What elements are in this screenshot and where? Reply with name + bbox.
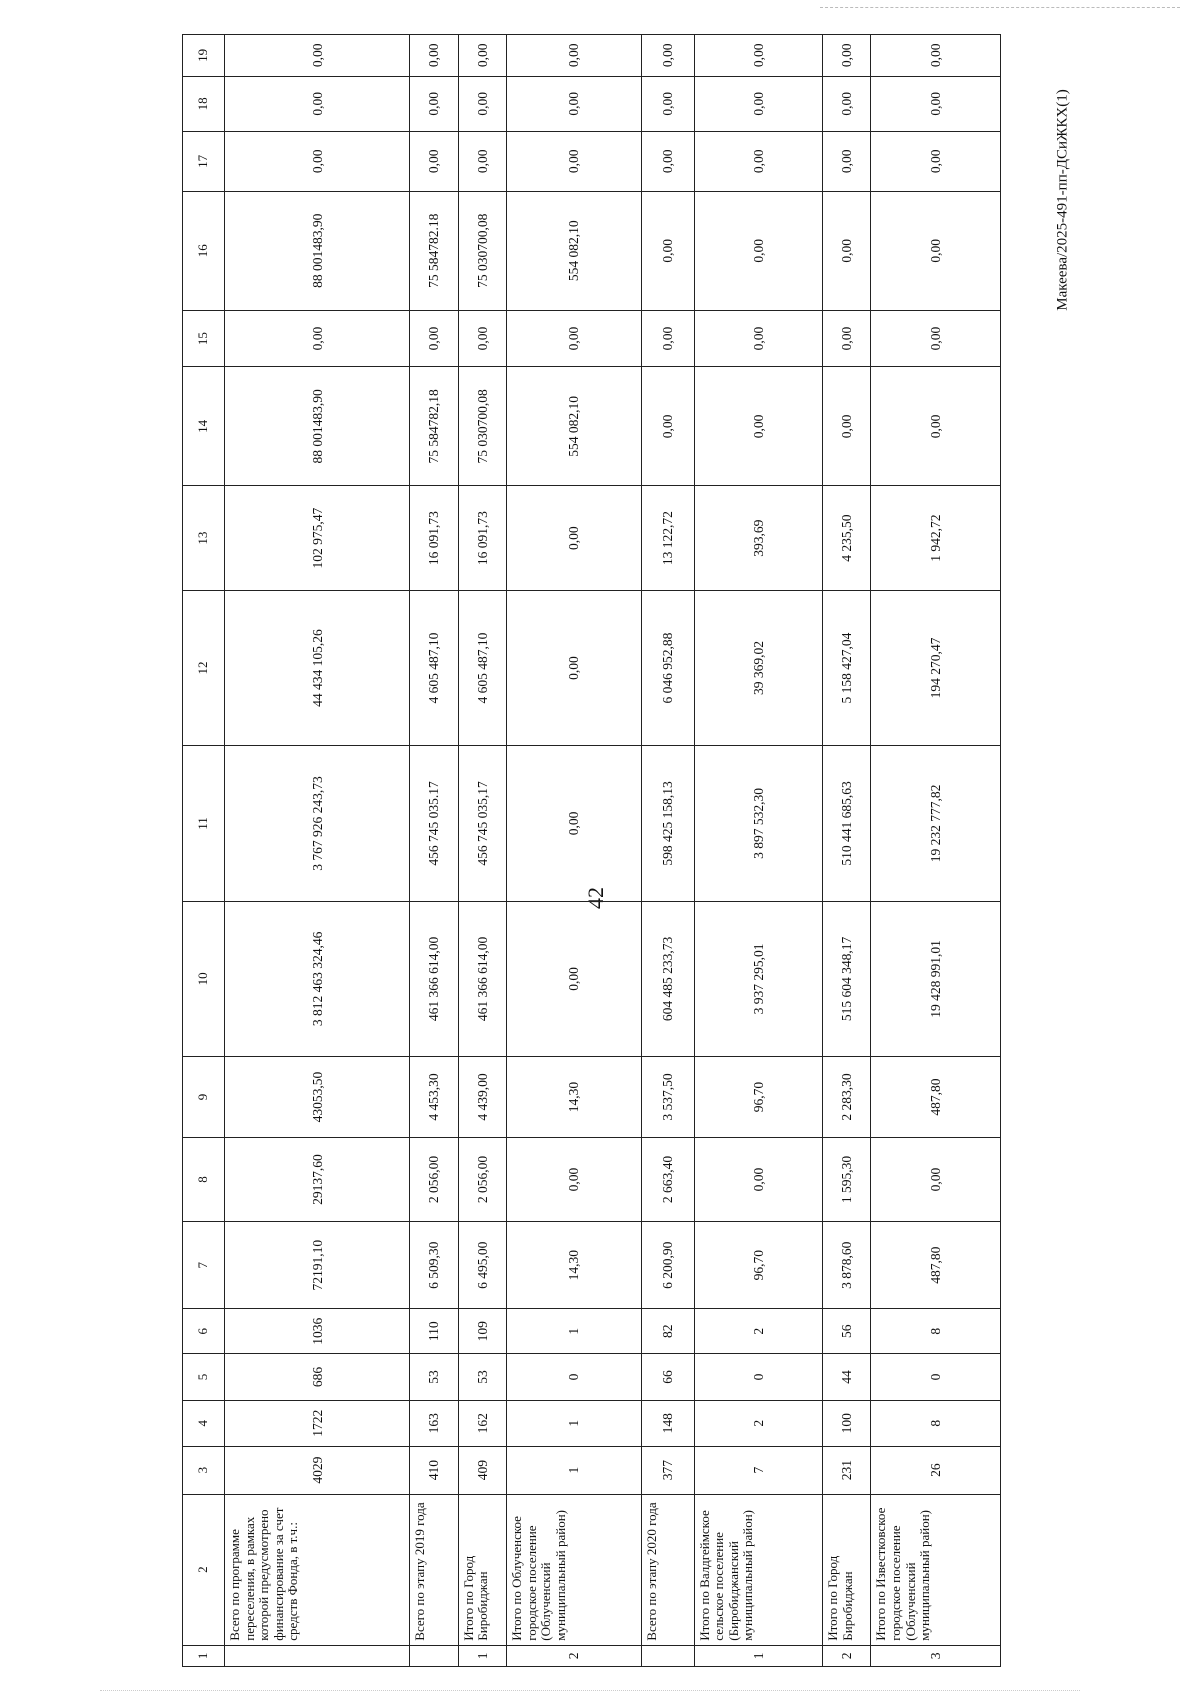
table-cell: 16 091,73 [458,486,506,590]
table-cell: 0,00 [823,310,871,366]
table-row [225,35,410,1667]
row-name: Итого по Город Биробиджан [458,1494,506,1645]
table-cell: 0,00 [641,132,694,192]
table-cell: 75 584782,18 [410,367,458,486]
table-cell: 1 942,72 [871,486,1001,590]
column-header: 16 [183,191,225,310]
column-header: 2 [183,1494,225,1645]
table-cell: 0,00 [871,310,1001,366]
table-cell: 554 082,10 [507,191,642,310]
table-cell: 0,00 [694,310,822,366]
table-cell: 0,00 [410,76,458,131]
table-cell: 0 [694,1354,822,1401]
row-index: 1 [458,1645,506,1666]
table-cell: 0,00 [641,35,694,77]
table-cell: 2 [694,1400,822,1446]
table-cell: 2 056,00 [458,1138,506,1222]
column-header: 1 [183,1645,225,1666]
table-cell: 0,00 [823,367,871,486]
table-cell: 510 441 685,63 [823,746,871,901]
table-cell: 0,00 [507,35,642,77]
table-cell: 0,00 [410,132,458,192]
table-cell: 148 [641,1400,694,1446]
table-cell: 0,00 [641,191,694,310]
row-index: 3 [871,1645,1001,1666]
table-cell: 0,00 [507,590,642,745]
table-cell: 3 878,60 [823,1222,871,1309]
table-cell: 0,00 [225,76,410,131]
table-cell: 39 369,02 [694,590,822,745]
document-code: Макеева/2025-491-пп-ДСиЖКХ(1) [1054,89,1071,311]
column-header: 5 [183,1354,225,1401]
row-index: 2 [823,1645,871,1666]
table-cell: 163 [410,1400,458,1446]
table-cell: 0,00 [871,76,1001,131]
table-cell: 44 [823,1354,871,1401]
table-cell: 461 366 614,00 [410,901,458,1056]
table-cell: 14,30 [507,1222,642,1309]
table-cell: 6 495,00 [458,1222,506,1309]
column-header: 6 [183,1309,225,1354]
column-header: 8 [183,1138,225,1222]
table-row [694,35,822,1667]
table-cell: 0,00 [871,35,1001,77]
table-cell: 3 537,50 [641,1057,694,1138]
table-cell: 0,00 [225,35,410,77]
table-cell: 4029 [225,1446,410,1494]
row-name: Итого по Известковское городское поселение (Облученский муниципальный район) [871,1494,1001,1645]
column-header: 4 [183,1400,225,1446]
table-cell: 0,00 [641,367,694,486]
table-cell: 162 [458,1400,506,1446]
table-cell: 1036 [225,1309,410,1354]
table-cell: 6 509,30 [410,1222,458,1309]
column-header: 12 [183,590,225,745]
table-cell: 0,00 [694,35,822,77]
table-cell: 0,00 [507,76,642,131]
table-row [458,35,506,1667]
table-cell: 1 [507,1400,642,1446]
row-index [641,1645,694,1666]
table-cell: 461 366 614,00 [458,901,506,1056]
table-cell: 0 [871,1354,1001,1401]
table-cell: 53 [458,1354,506,1401]
row-index [410,1645,458,1666]
table-cell: 26 [871,1446,1001,1494]
table-cell: 82 [641,1309,694,1354]
table-cell: 3 812 463 324,46 [225,901,410,1056]
column-header: 7 [183,1222,225,1309]
table-cell: 100 [823,1400,871,1446]
table-cell: 0,00 [823,191,871,310]
table-cell: 1722 [225,1400,410,1446]
table-cell: 2 [694,1309,822,1354]
table-cell: 13 122,72 [641,486,694,590]
table-cell: 6 200,90 [641,1222,694,1309]
row-index: 1 [694,1645,822,1666]
table-cell: 409 [458,1446,506,1494]
table-cell: 7 [694,1446,822,1494]
data-table [182,34,1001,1667]
table-cell: 0,00 [823,35,871,77]
table-row [823,35,871,1667]
row-index: 2 [507,1645,642,1666]
table-cell: 0,00 [507,310,642,366]
table-cell: 598 425 158,13 [641,746,694,901]
table-cell: 44 434 105,26 [225,590,410,745]
table-cell: 1 [507,1309,642,1354]
table-cell: 0,00 [410,35,458,77]
table-cell: 0,00 [507,901,642,1056]
table-cell: 72191,10 [225,1222,410,1309]
table-cell: 14,30 [507,1057,642,1138]
table-cell: 0,00 [507,486,642,590]
table-cell: 0,00 [694,132,822,192]
table-cell: 0,00 [694,367,822,486]
table-cell: 0,00 [871,191,1001,310]
column-header: 17 [183,132,225,192]
table-cell: 8 [871,1309,1001,1354]
table-cell: 604 485 233,73 [641,901,694,1056]
table-cell: 6 046 952,88 [641,590,694,745]
table-cell: 0,00 [823,76,871,131]
table-cell: 2 663,40 [641,1138,694,1222]
table-cell: 4 605 487,10 [458,590,506,745]
table-cell: 3 897 532,30 [694,746,822,901]
row-name: Итого по Валдгеймское сельское поселение (Биробиджанский муниципальный район) [694,1494,822,1645]
table-cell: 75 030700,08 [458,191,506,310]
table-cell: 88 001483,90 [225,191,410,310]
table-cell: 0,00 [507,746,642,901]
table-cell: 0,00 [225,310,410,366]
column-header: 15 [183,310,225,366]
scan-edge-line-bottom [100,1690,1080,1691]
column-header: 14 [183,367,225,486]
table-cell: 66 [641,1354,694,1401]
table-cell: 1 595,30 [823,1138,871,1222]
column-header: 10 [183,901,225,1056]
table-row [871,35,1001,1667]
table-cell: 102 975,47 [225,486,410,590]
table-cell: 393,69 [694,486,822,590]
table-cell: 1 [507,1446,642,1494]
table-cell: 19 428 991,01 [871,901,1001,1056]
table-cell: 8 [871,1400,1001,1446]
table-cell: 4 235,50 [823,486,871,590]
column-header: 11 [183,746,225,901]
table-cell: 4 453,30 [410,1057,458,1138]
table-cell: 231 [823,1446,871,1494]
column-header: 19 [183,35,225,77]
table-cell: 3 767 926 243,73 [225,746,410,901]
table-cell: 2 283,30 [823,1057,871,1138]
table-cell: 43053,50 [225,1057,410,1138]
table-cell: 0,00 [641,76,694,131]
table-cell: 56 [823,1309,871,1354]
table-cell: 0,00 [823,132,871,192]
table-cell: 2 056,00 [410,1138,458,1222]
table-cell: 0,00 [458,76,506,131]
table-cell: 456 745 035,17 [458,746,506,901]
table-cell: 0,00 [694,191,822,310]
table-cell: 0,00 [458,132,506,192]
table-cell: 16 091,73 [410,486,458,590]
table-cell: 686 [225,1354,410,1401]
column-header: 3 [183,1446,225,1494]
rotated-table-container [182,34,1001,1667]
table-cell: 194 270,47 [871,590,1001,745]
table-cell: 0,00 [871,132,1001,192]
scan-edge-line [820,7,1180,8]
column-header: 18 [183,76,225,131]
table-cell: 96,70 [694,1222,822,1309]
page-number: 42 [583,887,608,909]
table-cell: 487,80 [871,1057,1001,1138]
table-cell: 0,00 [871,1138,1001,1222]
table-cell: 410 [410,1446,458,1494]
table-cell: 75 030700,08 [458,367,506,486]
row-name: Итого по Город Биробиджан [823,1494,871,1645]
table-cell: 88 001483,90 [225,367,410,486]
row-name: Итого по Облученское городское поселение (Облученский муниципальный район) [507,1494,642,1645]
table-cell: 487,80 [871,1222,1001,1309]
table-cell: 515 604 348,17 [823,901,871,1056]
table-cell: 96,70 [694,1057,822,1138]
row-name: Всего по этапу 2019 года [410,1494,458,1645]
header-row [183,35,225,1667]
table-cell: 0,00 [641,310,694,366]
table-cell: 554 082,10 [507,367,642,486]
table-cell: 4 605 487,10 [410,590,458,745]
table-cell: 0 [507,1354,642,1401]
table-cell: 75 584782.18 [410,191,458,310]
row-name: Всего по этапу 2020 года [641,1494,694,1645]
table-cell: 0,00 [458,310,506,366]
table-cell: 0,00 [410,310,458,366]
table-cell: 0,00 [225,132,410,192]
table-cell: 0,00 [507,132,642,192]
table-cell: 4 439,00 [458,1057,506,1138]
row-index [225,1645,410,1666]
column-header: 9 [183,1057,225,1138]
table-cell: 0,00 [694,76,822,131]
table-cell: 0,00 [694,1138,822,1222]
table-cell: 0,00 [871,367,1001,486]
table-cell: 3 937 295,01 [694,901,822,1056]
table-cell: 19 232 777,82 [871,746,1001,901]
table-cell: 29137,60 [225,1138,410,1222]
table-cell: 109 [458,1309,506,1354]
table-cell: 456 745 035.17 [410,746,458,901]
column-header: 13 [183,486,225,590]
table-cell: 110 [410,1309,458,1354]
table-row [641,35,694,1667]
table-cell: 0,00 [507,1138,642,1222]
table-cell: 0,00 [458,35,506,77]
table-cell: 53 [410,1354,458,1401]
table-row [507,35,642,1667]
table-row [410,35,458,1667]
row-name: Всего по программе переселения, в рамках которой предусмотрено финансирование за счет средств Фонда, в т.ч.: [225,1494,410,1645]
table-cell: 377 [641,1446,694,1494]
table-cell: 5 158 427,04 [823,590,871,745]
